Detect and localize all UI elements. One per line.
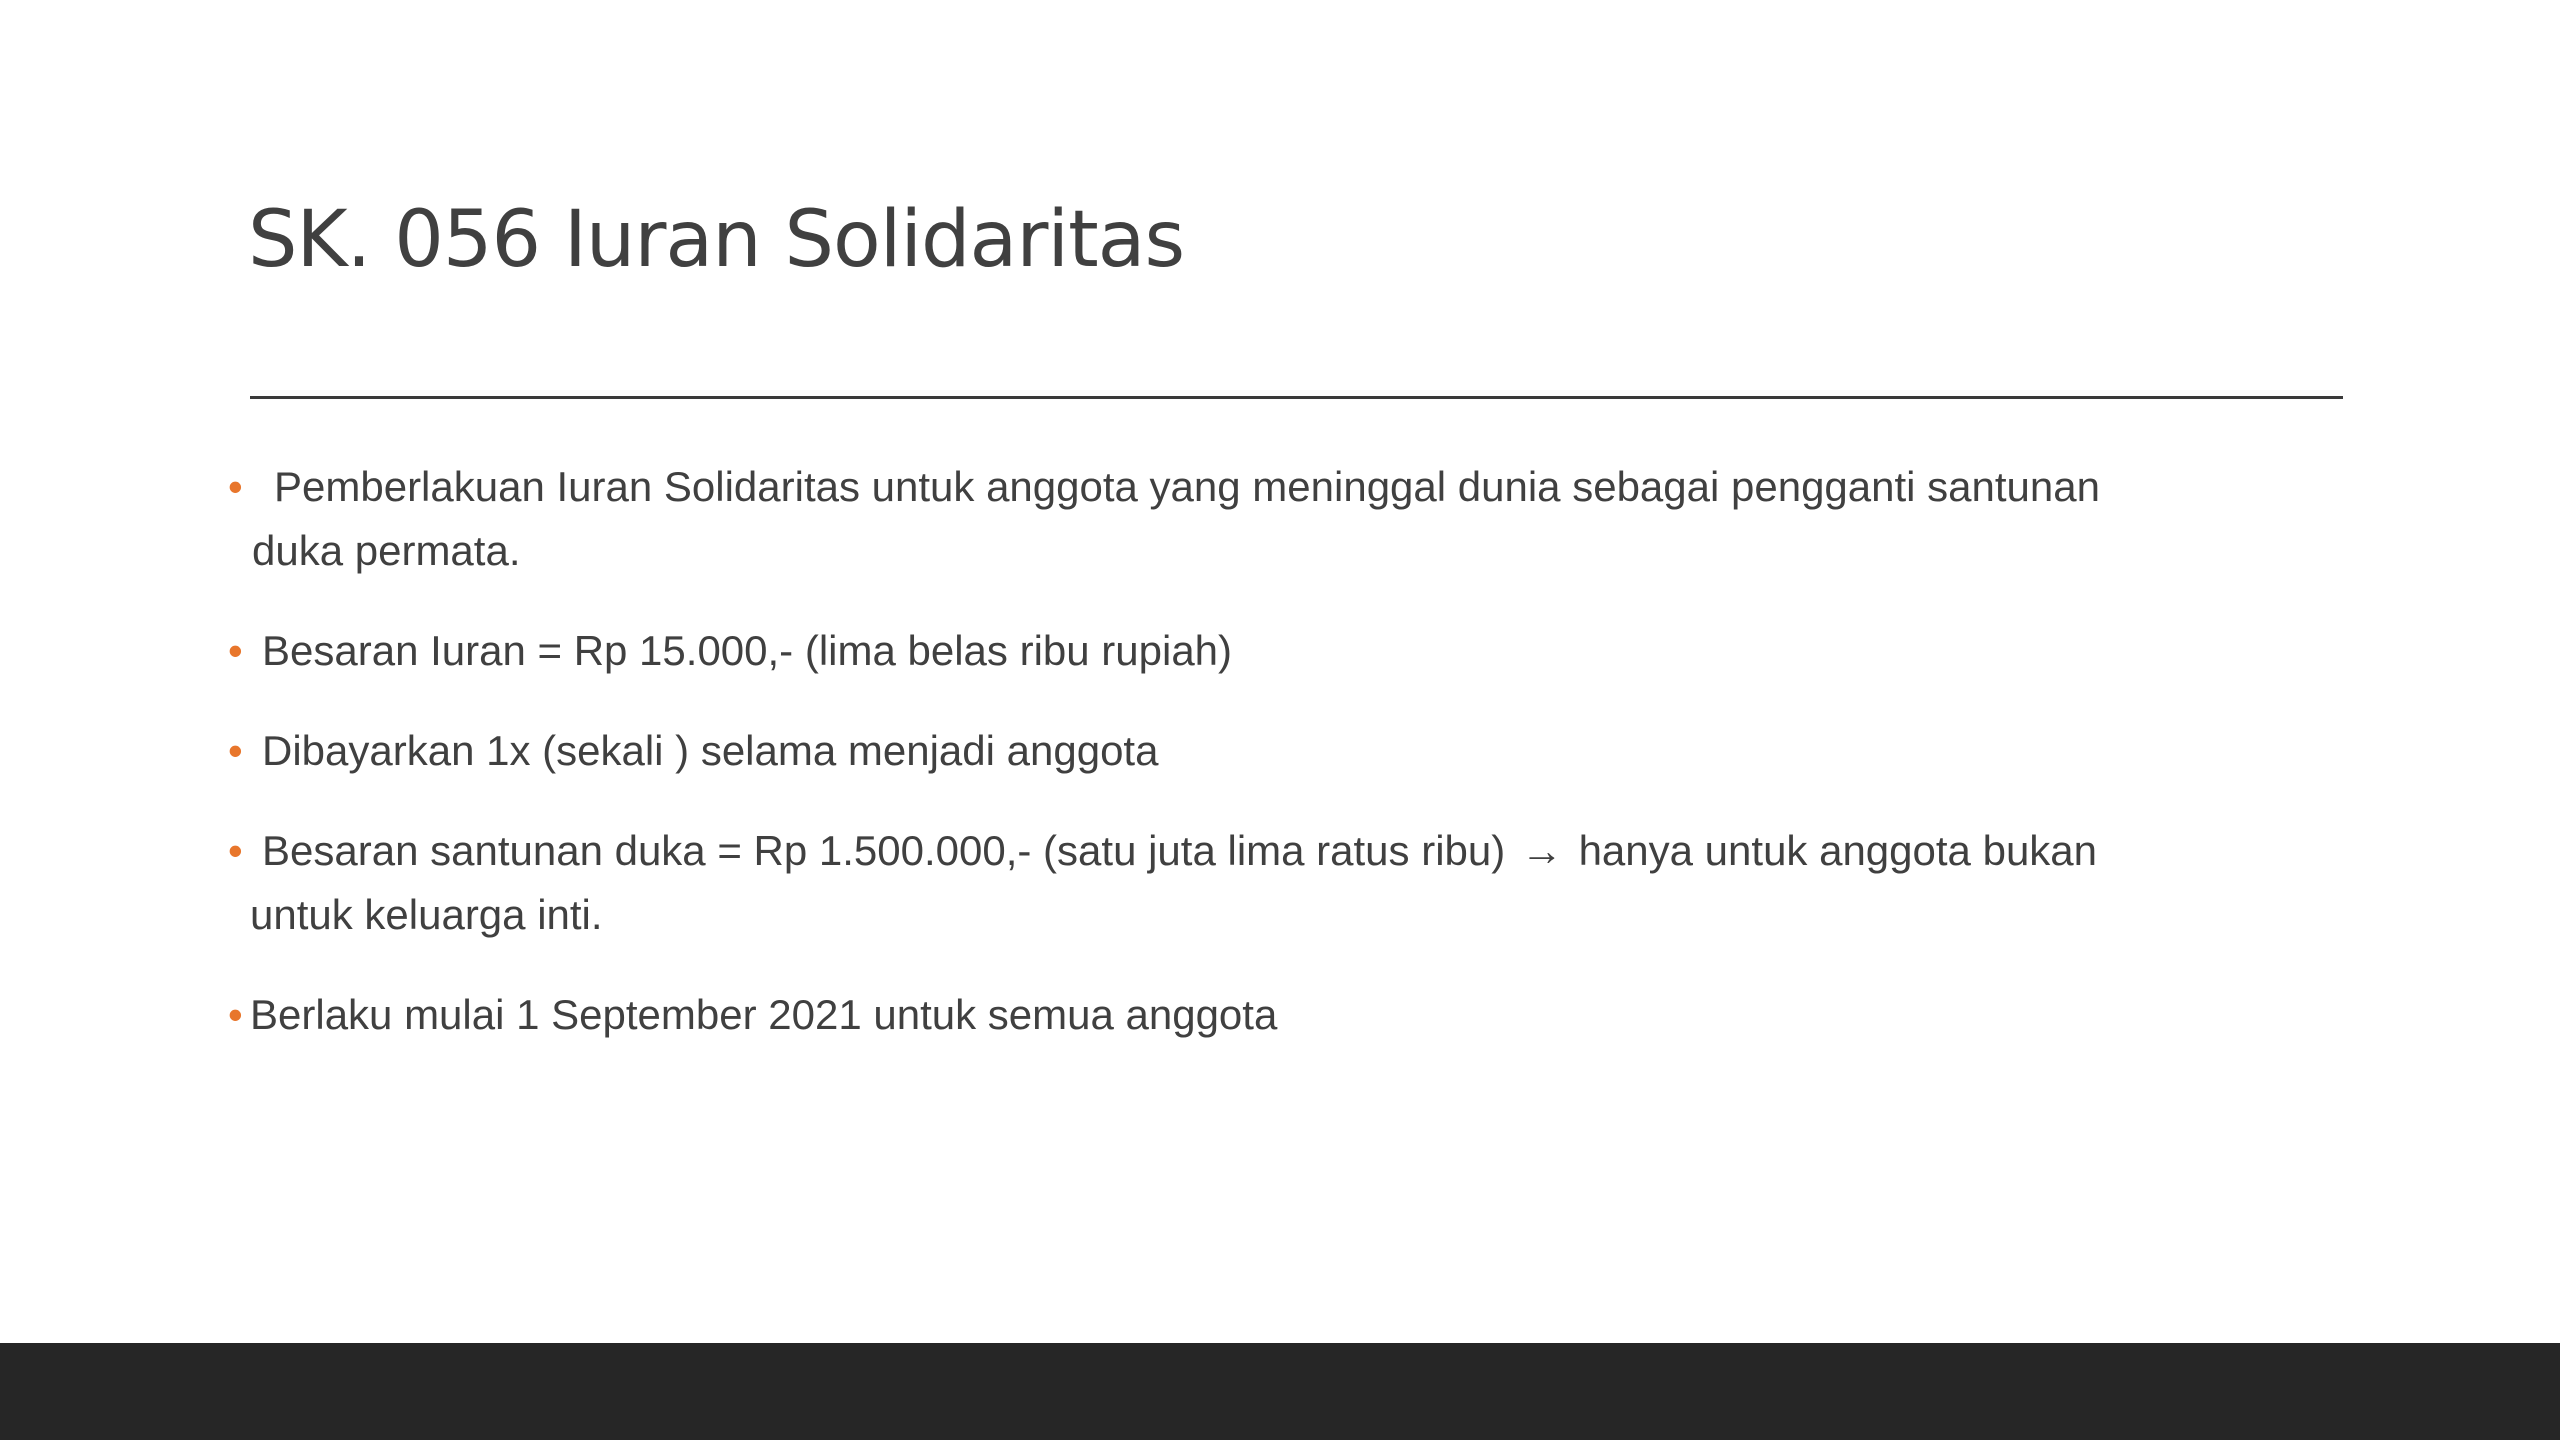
bullet-4-text-before-arrow: Besaran santunan duka = Rp 1.500.000,- (satu juta lima ratus ribu) <box>262 827 1506 874</box>
footer-bar <box>0 1343 2560 1440</box>
bullet-item-3 <box>228 719 2348 783</box>
bullet-item-1 <box>228 455 2348 583</box>
bullet-item-5 <box>228 983 2348 1047</box>
bullet-dot-icon: • <box>228 727 243 774</box>
slide-title: SK. 056 Iuran Solidaritas <box>248 195 1185 285</box>
bullet-4-text-after-arrow: hanya untuk anggota bukan <box>1578 827 2098 874</box>
bullet-1-line-1: Pemberlakuan Iuran Solidaritas untuk anggota yang meninggal dunia sebagai pengganti santunan <box>274 463 2100 510</box>
bullet-2-text: Besaran Iuran = Rp 15.000,- (lima belas ribu rupiah) <box>262 627 1233 674</box>
bullet-5-text: Berlaku mulai 1 September 2021 untuk semua anggota <box>250 991 1278 1038</box>
arrow-right-icon: → <box>1520 827 1563 874</box>
bullet-dot-icon: • <box>228 463 243 510</box>
bullet-3-text: Dibayarkan 1x (sekali ) selama menjadi anggota <box>262 727 1159 774</box>
bullet-item-2 <box>228 619 2348 683</box>
bullet-4-line-2: untuk keluarga inti. <box>250 891 603 938</box>
title-divider <box>250 396 2343 399</box>
bullet-item-4 <box>228 819 2348 947</box>
bullet-dot-icon: • <box>228 827 243 874</box>
bullet-dot-icon: • <box>228 627 243 674</box>
bullet-1-line-2: duka permata. <box>252 527 521 574</box>
bullet-list <box>228 455 2348 1047</box>
bullet-dot-icon: • <box>228 991 243 1038</box>
